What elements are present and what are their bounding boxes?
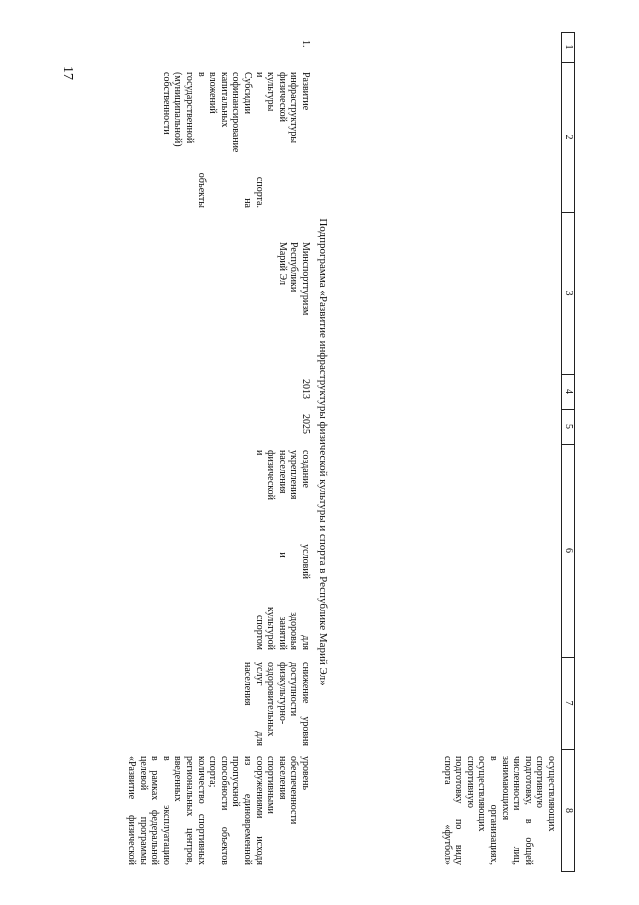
subprogram-title: Подпрограмма «Развитие инфраструктуры физической культуры и спорта в Республике Марий Эл» [317, 218, 329, 686]
row-col2-activity: Развитие инфраструктуры физической культуры и спорта. Субсидии на софинансирование капитальных вложений в объекты государственной (муниципальной) собственности [160, 72, 311, 208]
landscape-table [15, 32, 575, 872]
row-col7-consequence: снижение уровня доступности физкультурно- оздоровительных услуг для населения [242, 662, 311, 746]
column-header-4: 4 [563, 389, 574, 394]
column-header-1: 1 [563, 44, 574, 50]
row-col4-start-year: 2013 [300, 379, 311, 399]
row-col3-executor: Минспорттуризм Республики Марий Эл [276, 242, 311, 316]
continuation-col8: осуществляющих спортивную подготовку, в общей численности лиц, занимающихся в организациях, осуществляющих спортивную подготовку по виду спорта «футбол» [441, 756, 557, 865]
column-header-3: 3 [563, 290, 574, 296]
row-col5-end-year: 2025 [300, 414, 311, 434]
row-col8-indicator: уровень обеспеченности населения спортивными сооружениями исходя из единовременной пропускной способности объектов спорта; количество спортивных региональных центров, введенных в эксплуатацию в рамках федеральной целевой программы «Развитие физической [126, 756, 311, 865]
column-header-5: 5 [563, 424, 574, 429]
column-header-2: 2 [563, 134, 574, 140]
row-col6-result: создание условий для укрепления здоровья населения и занятий физической культурой и спортом [253, 450, 311, 650]
page-number: 17 [60, 66, 75, 80]
column-header-7: 7 [563, 700, 574, 706]
row-number: 1. [300, 40, 311, 48]
column-divider [562, 871, 574, 872]
column-header-8: 8 [563, 808, 574, 813]
column-number-row [561, 32, 575, 872]
column-header-6: 6 [563, 548, 574, 553]
